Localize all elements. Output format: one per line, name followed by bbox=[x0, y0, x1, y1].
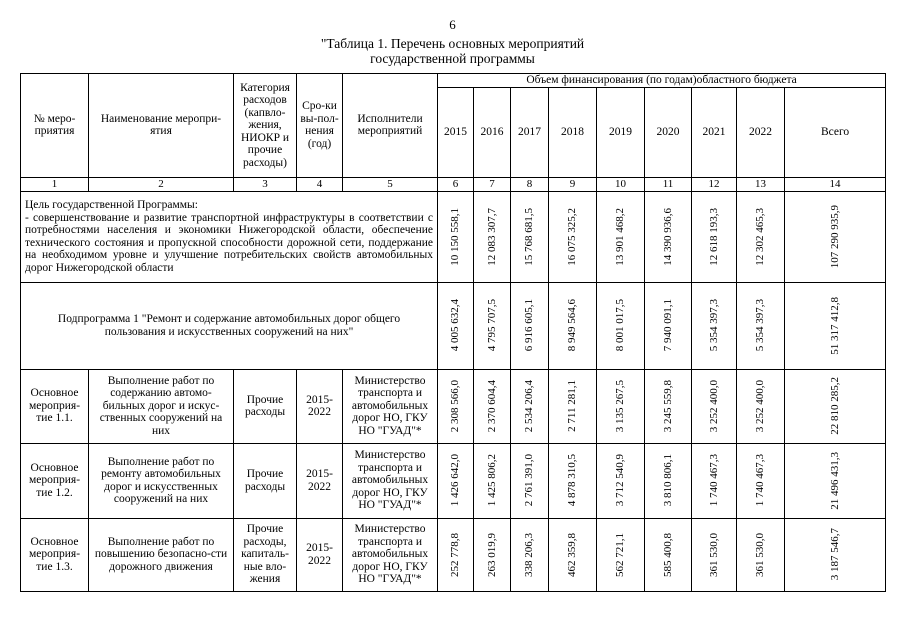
column-number: 4 bbox=[297, 177, 343, 191]
measure-name: Выполнение работ по содержанию автомо-бильных дорог и искус-ственных сооружений на них bbox=[89, 369, 234, 443]
value-cell: 5 354 397,3 bbox=[737, 282, 785, 369]
value-cell: 3 252 400,0 bbox=[692, 369, 737, 443]
title-line-2: государственной программы bbox=[370, 51, 535, 66]
value-cell: 1 740 467,3 bbox=[737, 443, 785, 518]
value-cell: 3 252 400,0 bbox=[737, 369, 785, 443]
value-cell: 3 712 540,9 bbox=[597, 443, 645, 518]
header-number: № меро-приятия bbox=[21, 74, 89, 178]
value-cell: 16 075 325,2 bbox=[549, 191, 597, 282]
value-cell: 12 618 193,3 bbox=[692, 191, 737, 282]
measure-executor: Министерство транспорта и автомобильных дорог НО, ГКУ НО "ГУАД"* bbox=[343, 443, 438, 518]
goal-text: - совершенствование и развитие транспортной инфраструктуры в соответствии с потребностями населения и экономики Нижегородской области, обеспечение технического состояния и пропускной способности дорожной сети, поддержание на необходимом уровне и улучшение потребительских свойств автомобильных дорог Нижегородской области bbox=[25, 211, 433, 274]
value-cell: 361 530,0 bbox=[692, 518, 737, 591]
header-category: Категория расходов (капвло-жения, НИОКР и прочие расходы) bbox=[234, 74, 297, 178]
measure-row bbox=[21, 518, 886, 591]
value-cell: 51 317 412,8 bbox=[785, 282, 886, 369]
header-year: 2020 bbox=[645, 87, 692, 177]
value-cell: 562 721,1 bbox=[597, 518, 645, 591]
column-number: 2 bbox=[89, 177, 234, 191]
measure-terms: 2015-2022 bbox=[297, 518, 343, 591]
header-year: 2019 bbox=[597, 87, 645, 177]
column-number: 7 bbox=[474, 177, 511, 191]
column-number: 6 bbox=[438, 177, 474, 191]
column-number: 11 bbox=[645, 177, 692, 191]
goal-heading: Цель государственной Программы: bbox=[25, 199, 198, 211]
measure-executor: Министерство транспорта и автомобильных дорог НО, ГКУ НО "ГУАД"* bbox=[343, 369, 438, 443]
column-number: 1 bbox=[21, 177, 89, 191]
value-cell: 10 150 558,1 bbox=[438, 191, 474, 282]
header-year: 2021 bbox=[692, 87, 737, 177]
value-cell: 3 135 267,5 bbox=[597, 369, 645, 443]
value-cell: 15 768 681,5 bbox=[511, 191, 549, 282]
value-cell: 3 245 559,8 bbox=[645, 369, 692, 443]
value-cell: 2 761 391,0 bbox=[511, 443, 549, 518]
header-year: 2015 bbox=[438, 87, 474, 177]
value-cell: 2 711 281,1 bbox=[549, 369, 597, 443]
measure-number: Основное мероприя-тие 1.1. bbox=[21, 369, 89, 443]
value-cell: 3 810 806,1 bbox=[645, 443, 692, 518]
value-cell: 21 496 431,3 bbox=[785, 443, 886, 518]
column-number: 9 bbox=[549, 177, 597, 191]
header-total: Всего bbox=[785, 87, 886, 177]
goal-cell bbox=[21, 191, 438, 282]
column-number: 5 bbox=[343, 177, 438, 191]
column-number: 12 bbox=[692, 177, 737, 191]
value-cell: 13 901 468,2 bbox=[597, 191, 645, 282]
measures-table bbox=[20, 73, 886, 592]
measure-category: Прочие расходы bbox=[234, 443, 297, 518]
column-number: 13 bbox=[737, 177, 785, 191]
header-year: 2016 bbox=[474, 87, 511, 177]
column-numbers-row bbox=[21, 177, 886, 191]
value-cell: 1 425 806,2 bbox=[474, 443, 511, 518]
column-number: 14 bbox=[785, 177, 886, 191]
measure-number: Основное мероприя-тие 1.2. bbox=[21, 443, 89, 518]
value-cell: 8 001 017,5 bbox=[597, 282, 645, 369]
measure-terms: 2015-2022 bbox=[297, 369, 343, 443]
header-year: 2017 bbox=[511, 87, 549, 177]
value-cell: 12 083 307,7 bbox=[474, 191, 511, 282]
header-year: 2022 bbox=[737, 87, 785, 177]
measure-terms: 2015-2022 bbox=[297, 443, 343, 518]
goal-row bbox=[21, 191, 886, 282]
table-title bbox=[0, 36, 905, 66]
value-cell: 14 390 936,6 bbox=[645, 191, 692, 282]
value-cell: 8 949 564,6 bbox=[549, 282, 597, 369]
measure-category: Прочие расходы bbox=[234, 369, 297, 443]
value-cell: 338 206,3 bbox=[511, 518, 549, 591]
value-cell: 263 019,9 bbox=[474, 518, 511, 591]
value-cell: 1 740 467,3 bbox=[692, 443, 737, 518]
header-terms: Сро-ки вы-пол-нения (год) bbox=[297, 74, 343, 178]
column-number: 10 bbox=[597, 177, 645, 191]
measure-name: Выполнение работ по ремонту автомобильных дорог и искусственных сооружений на них bbox=[89, 443, 234, 518]
header-row-1 bbox=[21, 74, 886, 88]
header-year: 2018 bbox=[549, 87, 597, 177]
column-number: 3 bbox=[234, 177, 297, 191]
page-number: 6 bbox=[449, 17, 456, 32]
value-cell: 12 302 465,3 bbox=[737, 191, 785, 282]
value-cell: 5 354 397,3 bbox=[692, 282, 737, 369]
header-executors: Исполнители мероприятий bbox=[343, 74, 438, 178]
value-cell: 3 187 546,7 bbox=[785, 518, 886, 591]
value-cell: 2 370 604,4 bbox=[474, 369, 511, 443]
value-cell: 107 290 935,9 bbox=[785, 191, 886, 282]
value-cell: 4 005 632,4 bbox=[438, 282, 474, 369]
value-cell: 2 534 206,4 bbox=[511, 369, 549, 443]
title-line-1: "Таблица 1. Перечень основных мероприятий bbox=[320, 36, 585, 51]
value-cell: 252 778,8 bbox=[438, 518, 474, 591]
value-cell: 6 916 605,1 bbox=[511, 282, 549, 369]
column-number: 8 bbox=[511, 177, 549, 191]
value-cell: 4 795 707,5 bbox=[474, 282, 511, 369]
measure-number: Основное мероприя-тие 1.3. bbox=[21, 518, 89, 591]
value-cell: 361 530,0 bbox=[737, 518, 785, 591]
measure-name: Выполнение работ по повышению безопасно-сти дорожного движения bbox=[89, 518, 234, 591]
header-funding-group: Объем финансирования (по годам)областного бюджета bbox=[438, 74, 886, 88]
measure-row bbox=[21, 443, 886, 518]
value-cell: 462 359,8 bbox=[549, 518, 597, 591]
value-cell: 2 308 566,0 bbox=[438, 369, 474, 443]
measure-category: Прочие расходы, капиталь-ные вло-жения bbox=[234, 518, 297, 591]
value-cell: 585 400,8 bbox=[645, 518, 692, 591]
value-cell: 22 810 285,2 bbox=[785, 369, 886, 443]
subprogram-row bbox=[21, 282, 886, 369]
measure-row bbox=[21, 369, 886, 443]
subprogram-title: Подпрограмма 1 "Ремонт и содержание автомобильных дорог общего пользования и искусственных сооружений на них" bbox=[21, 282, 438, 369]
header-name: Наименование меропри-ятия bbox=[89, 74, 234, 178]
value-cell: 1 426 642,0 bbox=[438, 443, 474, 518]
measure-executor: Министерство транспорта и автомобильных дорог НО, ГКУ НО "ГУАД"* bbox=[343, 518, 438, 591]
value-cell: 4 878 310,5 bbox=[549, 443, 597, 518]
value-cell: 7 940 091,1 bbox=[645, 282, 692, 369]
